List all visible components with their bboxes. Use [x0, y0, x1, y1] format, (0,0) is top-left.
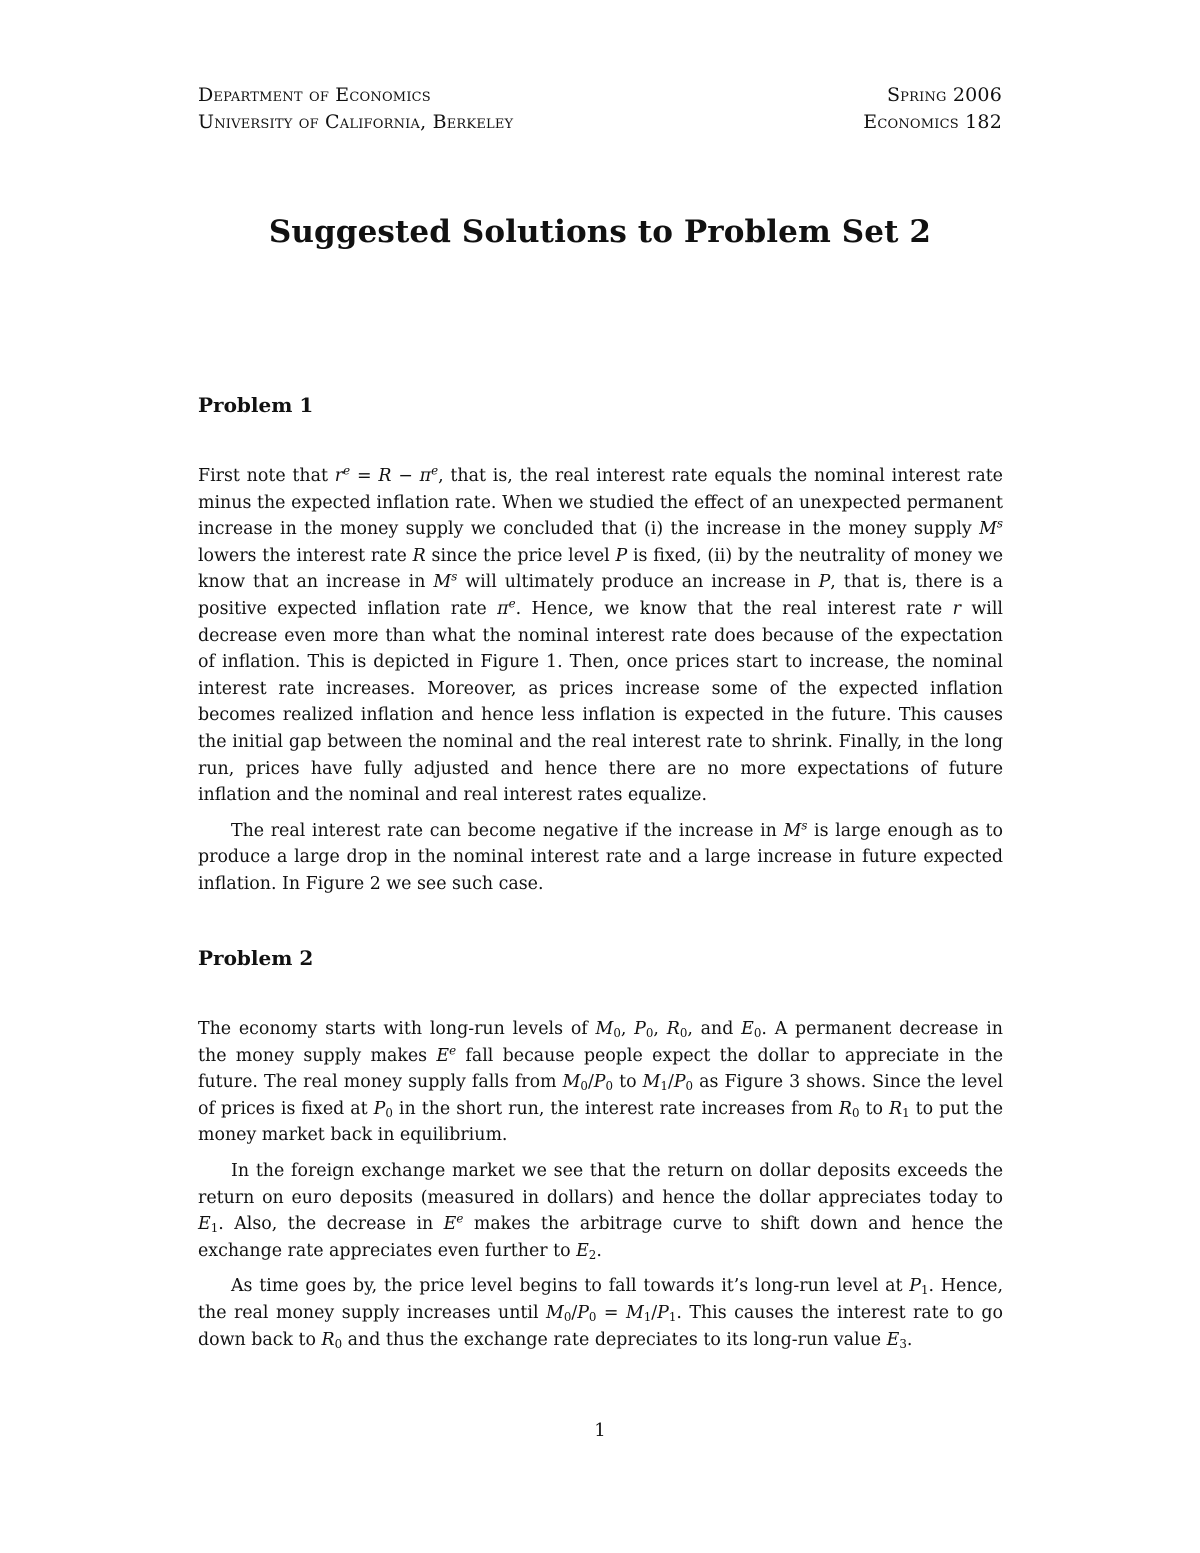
problem-2-paragraph-2: In the foreign exchange market we see that the return on dollar deposits exceeds the return on euro deposits (measured in dollars) and hence the dollar appreciates today to $E_1$. Also, the decrease in $E^e$ makes the arbitrage curve to shift down and hence the exchange rate appreciates even further to $E_2$.	[198, 1160, 1003, 1262]
problem-1-paragraph-2: The real interest rate can become negative if the increase in $M^s$ is large enough as to produce a large drop in the nominal interest rate and a large increase in future expected inflation. In Figure 2 we see such case.	[198, 818, 1003, 894]
problem-1-heading: Problem 1	[198, 393, 314, 417]
header-left	[198, 82, 513, 135]
header-right	[863, 82, 1002, 135]
problem-1-section	[198, 390, 1003, 898]
problem-2-paragraph-3: As time goes by, the price level begins to fall towards it’s long-run level at $P_1$. Hence, the real money supply increases until $M_0/P_0 = M_1/P_1$. This causes the interest rate to go down back to $R_0$ and thus the exchange rate depreciates to its long-run value $E_3$.	[198, 1276, 1004, 1351]
department-name: Department of Economics	[198, 84, 431, 106]
problem-2-section	[198, 943, 1003, 1353]
university-name: University of California, Berkeley	[198, 110, 514, 133]
page-number: 1	[594, 1420, 606, 1441]
page-title: Suggested Solutions to Problem Set 2	[268, 214, 932, 250]
term: Spring 2006	[886, 84, 1002, 106]
problem-2-heading: Problem 2	[198, 946, 314, 970]
course-name: Economics 182	[863, 110, 1002, 133]
problem-2-paragraph-1: The economy starts with long-run levels of $M_0$, $P_0$, $R_0$, and $E_0$. A permanent decrease in the money supply makes $E^e$ fall because people expect the dollar to appreciate in the future. The real money supply falls from $M_0/P_0$ to $M_1/P_0$ as Figure 3 shows. Since the level of prices is fixed at $P_0$ in the short run, the interest rate increases from $R_0$ to $R_1$ to put the money market back in equilibrium.	[198, 1019, 1004, 1146]
problem-1-paragraph-1: First note that $r^e = R - \pi^e$, that is, the real interest rate equals the nominal interest rate minus the expected inflation rate. When we studied the effect of an unexpected permanent increase in the money supply we concluded that (i) the increase in the money supply $M^s$ lowers the interest rate R since the price level P is fixed, (ii) by the neutrality of money we know that an increase in $M^s$ will ultimately produce an increase in P, that is, there is a positive expected inflation rate $\pi^e$. Hence, we know that the real interest rate r will decrease even more than what the nominal interest rate does because of the expectation of inflation. This is depicted in Figure 1. Then, once prices start to increase, the nominal interest rate increases. Moreover, as prices increase some of the expected inflation becomes realized inflation and hence less inflation is expected in the future. This causes the initial gap between the nominal and the real interest rate to shrink. Finally, in the long run, prices have fully adjusted and hence there are no more expectations of future inflation and the nominal and real interest rates equalize.	[198, 463, 1003, 806]
